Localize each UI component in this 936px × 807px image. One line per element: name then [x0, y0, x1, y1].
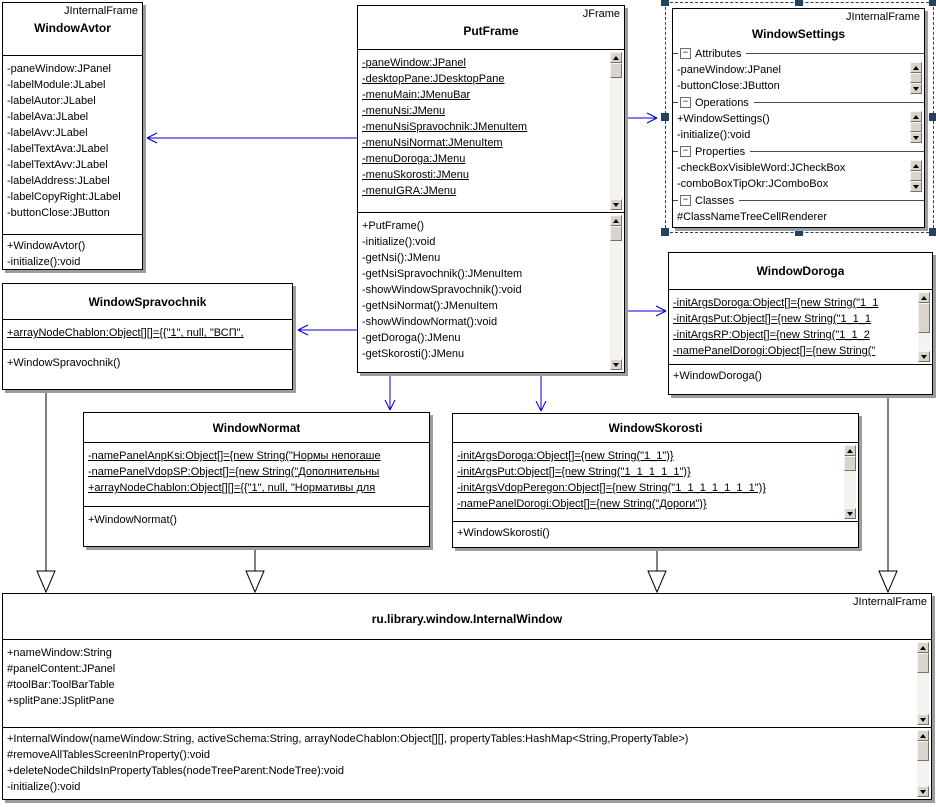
class-windownormat[interactable] — [83, 412, 430, 547]
methods-list — [84, 507, 429, 528]
stereotype-label: JInternalFrame — [64, 5, 138, 17]
scroll-up-button[interactable] — [910, 62, 922, 73]
scrollbar-thumb[interactable] — [917, 741, 929, 761]
scroll-down-button[interactable] — [910, 181, 922, 192]
scrollbar-track[interactable] — [917, 673, 929, 714]
generalization-windowdoroga-internalwindow[interactable] — [879, 396, 897, 592]
scroll-down-icon — [613, 363, 619, 367]
method-row[interactable]: +WindowAvtor() — [7, 240, 86, 252]
scrollbar-thumb[interactable] — [844, 456, 856, 471]
divider — [754, 102, 924, 103]
attribute-row[interactable]: #panelContent:JPanel — [7, 663, 116, 675]
methods-list — [669, 365, 932, 384]
scroll-up-icon — [913, 164, 919, 168]
attribute-row[interactable]: #toolBar:ToolBarTable — [7, 679, 115, 691]
methods-section — [3, 235, 142, 269]
attribute-row[interactable]: -namePanelVdopSP:Object[]={new String("Дополнительны — [88, 466, 380, 478]
attribute-row[interactable]: -initArgsPut:Object[]={new String("1_1_1 — [673, 313, 872, 325]
attributes-section — [84, 443, 429, 507]
attribute-row[interactable]: -namePanelAnpKsi:Object[]={new String("Нормы непогаше — [88, 450, 381, 462]
scroll-down-icon — [913, 136, 919, 140]
association-putframe-windowavtor[interactable] — [147, 133, 357, 143]
scrollbar[interactable] — [610, 52, 622, 210]
method-row[interactable]: -getNsi():JMenu — [362, 252, 441, 264]
method-row[interactable]: +deleteNodeChildsInPropertyTables(nodeTreeParent:NodeTree):void — [7, 765, 345, 777]
group-label: Classes — [695, 194, 735, 207]
collapse-icon[interactable]: − — [680, 48, 691, 59]
methods-list — [3, 235, 142, 269]
attribute-row[interactable]: +nameWindow:String — [7, 647, 112, 659]
scrollbar-thumb[interactable] — [910, 122, 922, 132]
attribute-row[interactable]: +splitPane:JSplitPane — [7, 695, 115, 707]
group-header — [673, 193, 924, 208]
selection-handle-middle-left[interactable] — [661, 113, 669, 121]
scrollbar-thumb[interactable] — [917, 653, 929, 673]
class-internalwindow[interactable] — [2, 593, 932, 800]
scroll-down-icon — [913, 185, 919, 189]
group-classes — [673, 192, 924, 226]
scroll-down-button[interactable] — [610, 199, 622, 210]
scroll-up-button[interactable] — [610, 215, 622, 226]
group-header — [673, 46, 924, 61]
attribute-row[interactable]: -initArgsVdopPeregon:Object[]={new String("1_1_1_1_1_1_1")} — [457, 482, 766, 494]
class-header — [453, 414, 858, 443]
method-row[interactable]: -initialize():void — [7, 256, 81, 268]
method-row[interactable]: +InternalWindow(nameWindow:String, activeSchema:String, arrayNodeChablon:Object[][], propertyTables:HashMap<String,PropertyTable>) — [7, 733, 689, 745]
class-name[interactable]: WindowDoroga — [756, 264, 845, 278]
method-row[interactable]: +WindowSkorosti() — [457, 527, 550, 539]
scrollbar-track[interactable] — [918, 333, 930, 351]
scroll-up-button[interactable] — [610, 52, 622, 63]
scroll-up-button[interactable] — [918, 292, 930, 303]
attributes-section — [669, 290, 932, 365]
group-label: Properties — [695, 145, 746, 158]
class-row[interactable]: #ClassNameTreeCellRenderer — [677, 211, 827, 223]
scrollbar[interactable] — [917, 730, 929, 797]
scroll-up-icon — [847, 449, 853, 453]
scrollbar-track[interactable] — [917, 761, 929, 786]
method-row[interactable]: +PutFrame() — [362, 220, 425, 232]
attribute-row[interactable]: -labelAvv:JLabel — [7, 127, 88, 139]
method-row[interactable]: -getNsiNormat():JMenuItem — [362, 300, 498, 312]
scrollbar[interactable] — [918, 292, 930, 362]
method-row[interactable]: -initialize():void — [362, 236, 436, 248]
group-label: Attributes — [695, 47, 742, 60]
class-windowdoroga[interactable] — [668, 252, 933, 395]
class-putframe[interactable] — [357, 5, 625, 373]
methods-section — [3, 728, 931, 799]
class-windowspravochnik[interactable] — [2, 283, 293, 390]
scroll-down-icon — [613, 203, 619, 207]
scroll-down-icon — [920, 718, 926, 722]
group-operations — [673, 94, 924, 143]
generalization-windownormat-internalwindow[interactable] — [246, 548, 264, 592]
attribute-row[interactable]: -namePanelDorogi:Object[]={new String("Дороги")} — [457, 498, 707, 510]
attributes-section — [3, 640, 931, 728]
methods-section — [84, 507, 429, 546]
scroll-up-icon — [920, 646, 926, 650]
scroll-down-button[interactable] — [917, 714, 929, 725]
method-row[interactable]: -initialize():void — [677, 129, 751, 141]
methods-section — [358, 213, 624, 372]
scroll-up-button[interactable] — [910, 111, 922, 122]
attributes-list — [673, 61, 924, 94]
properties-list — [673, 159, 924, 192]
selection-handle-top-center[interactable] — [795, 0, 803, 6]
scrollbar[interactable] — [844, 445, 856, 519]
class-header — [3, 594, 931, 640]
association-putframe-windowdoroga[interactable] — [625, 306, 666, 316]
class-header — [3, 3, 142, 56]
property-row[interactable]: -comboBoxTipOkr:JComboBox — [677, 178, 829, 190]
scroll-up-button[interactable] — [910, 160, 922, 171]
scroll-up-button[interactable] — [844, 445, 856, 456]
class-name[interactable]: WindowSkorosti — [608, 421, 703, 435]
class-name[interactable]: WindowAvtor — [34, 21, 111, 35]
attribute-row[interactable]: -labelAddress:JLabel — [7, 175, 110, 187]
group-header — [673, 144, 924, 159]
class-name[interactable]: WindowSpravochnik — [88, 294, 207, 309]
attributes-list — [3, 320, 292, 341]
selection-handle-bottom-left[interactable] — [661, 228, 669, 236]
methods-list — [358, 213, 624, 362]
scrollbar-track[interactable] — [844, 471, 856, 508]
scroll-up-icon — [921, 296, 927, 300]
class-name[interactable]: WindowNormat — [212, 420, 301, 435]
attribute-row[interactable]: -paneWindow:JPanel — [677, 64, 781, 76]
methods-section — [3, 350, 292, 389]
method-row[interactable]: -showWindowSpravochnik():void — [362, 284, 522, 296]
scroll-down-icon — [921, 355, 927, 359]
class-header — [84, 413, 429, 443]
attribute-row[interactable]: -initArgsPut:Object[]={new String("1_1_1_1_1")} — [457, 466, 691, 478]
group-label: Operations — [695, 96, 749, 109]
method-row[interactable]: -showWindowNormat():void — [362, 316, 498, 328]
divider — [739, 200, 924, 201]
attributes-list — [3, 56, 142, 221]
class-name[interactable]: WindowSettings — [751, 27, 846, 41]
attribute-row[interactable]: -menuIGRA:JMenu — [362, 185, 457, 197]
attributes-section — [453, 443, 858, 522]
class-name[interactable]: PutFrame — [463, 24, 519, 38]
stereotype-label: JInternalFrame — [853, 596, 927, 608]
selection-handle-top-right[interactable] — [929, 0, 936, 6]
scrollbar[interactable] — [610, 215, 622, 370]
method-row[interactable]: +WindowDoroga() — [673, 370, 762, 382]
class-windowavtor[interactable] — [2, 2, 143, 270]
attribute-row[interactable]: +arrayNodeChablon:Object[][]={{"1", null, "Нормативы для — [88, 482, 376, 494]
attribute-row[interactable]: -buttonClose:JButton — [677, 80, 780, 92]
scroll-up-icon — [920, 734, 926, 738]
scroll-down-button[interactable] — [917, 786, 929, 797]
attribute-row[interactable]: -menuNsiNormat:JMenuItem — [362, 137, 503, 149]
selection-handle-bottom-right[interactable] — [929, 228, 936, 236]
class-header — [673, 9, 924, 45]
divider — [750, 151, 924, 152]
attribute-row[interactable]: -initArgsDoroga:Object[]={new String("1_1")} — [457, 450, 674, 462]
attributes-section — [3, 320, 292, 350]
scroll-up-icon — [613, 219, 619, 223]
attribute-row[interactable]: -menuNsi:JMenu — [362, 105, 446, 117]
generalization-windowskorosti-internalwindow[interactable] — [648, 549, 666, 592]
attributes-list — [3, 640, 931, 709]
methods-section — [669, 365, 932, 394]
attribute-row[interactable]: -menuMain:JMenuBar — [362, 89, 471, 101]
generalization-windowspravochnik-internalwindow[interactable] — [37, 391, 55, 592]
attribute-row[interactable]: -paneWindow:JPanel — [362, 57, 466, 69]
attribute-row[interactable]: -desktopPane:JDesktopPane — [362, 73, 505, 85]
association-putframe-windowspravochnik[interactable] — [298, 325, 357, 335]
method-row[interactable]: #removeAllTablesScreenInProperty():void — [7, 749, 210, 761]
attributes-list — [453, 443, 858, 512]
method-row[interactable]: -getSkorosti():JMenu — [362, 348, 465, 360]
method-row[interactable]: +WindowSpravochnik() — [7, 357, 121, 369]
scrollbar[interactable] — [910, 111, 922, 145]
selection-handle-middle-right[interactable] — [929, 113, 936, 121]
collapse-icon[interactable]: − — [680, 146, 691, 157]
scroll-up-icon — [613, 56, 619, 60]
attribute-row[interactable]: -buttonClose:JButton — [7, 207, 110, 219]
scrollbar-thumb[interactable] — [610, 63, 622, 78]
scrollbar-thumb[interactable] — [918, 303, 930, 333]
methods-list — [3, 350, 292, 371]
divider — [673, 151, 678, 152]
scroll-down-button[interactable] — [844, 508, 856, 519]
class-header — [669, 253, 932, 290]
association-putframe-windowskorosti[interactable] — [536, 374, 546, 411]
attributes-section — [3, 56, 142, 235]
attributes-list — [358, 50, 624, 199]
method-row[interactable]: +WindowNormat() — [88, 514, 177, 526]
collapse-icon[interactable]: − — [680, 97, 691, 108]
scrollbar-track[interactable] — [610, 78, 622, 199]
scroll-down-icon — [920, 790, 926, 794]
scroll-up-button[interactable] — [917, 730, 929, 741]
collapse-icon[interactable]: − — [680, 195, 691, 206]
class-windowsettings[interactable] — [672, 8, 925, 228]
class-name[interactable]: ru.library.window.InternalWindow — [371, 612, 563, 626]
stereotype-label: JInternalFrame — [846, 11, 920, 23]
association-putframe-windownormat[interactable] — [385, 374, 395, 410]
scroll-up-button[interactable] — [917, 642, 929, 653]
method-row[interactable]: -initialize():void — [7, 781, 81, 793]
attributes-section — [358, 50, 624, 213]
method-row[interactable]: +WindowSettings() — [677, 113, 770, 125]
scrollbar[interactable] — [910, 62, 922, 96]
attribute-row[interactable]: -paneWindow:JPanel — [7, 63, 111, 75]
selection-handle-top-left[interactable] — [661, 0, 669, 6]
operations-list — [673, 110, 924, 143]
property-row[interactable]: -checkBoxVisibleWord:JCheckBox — [677, 162, 846, 174]
attribute-row[interactable]: -namePanelDorogi:Object[]={new String(" — [673, 345, 876, 357]
divider — [673, 102, 678, 103]
scrollbar-thumb[interactable] — [910, 73, 922, 83]
scroll-up-icon — [913, 66, 919, 70]
scrollbar-thumb[interactable] — [910, 171, 922, 181]
scroll-down-icon — [913, 87, 919, 91]
method-row[interactable]: -getDoroga():JMenu — [362, 332, 461, 344]
attribute-row[interactable]: -labelAutor:JLabel — [7, 95, 96, 107]
attributes-list — [669, 290, 932, 359]
methods-list — [453, 522, 858, 541]
scrollbar[interactable] — [917, 642, 929, 725]
methods-list — [3, 728, 931, 795]
attribute-row[interactable]: -labelCopyRight:JLabel — [7, 191, 121, 203]
scroll-down-icon — [847, 512, 853, 516]
attribute-row[interactable]: -labelModule:JLabel — [7, 79, 106, 91]
class-header — [358, 6, 624, 50]
attribute-row[interactable]: -initArgsDoroga:Object[]={new String("1_1 — [673, 297, 879, 309]
attribute-row[interactable]: -menuDoroga:JMenu — [362, 153, 466, 165]
divider — [673, 200, 678, 201]
divider — [673, 53, 678, 54]
stereotype-label: JFrame — [582, 8, 620, 20]
group-attributes — [673, 45, 924, 94]
scrollbar[interactable] — [910, 160, 922, 194]
association-putframe-windowsettings[interactable] — [625, 113, 657, 123]
attribute-row[interactable]: -menuNsiSpravochnik:JMenuItem — [362, 121, 528, 133]
attribute-row[interactable]: -labelAva:JLabel — [7, 111, 89, 123]
selection-handle-bottom-center[interactable] — [795, 228, 803, 236]
attribute-row[interactable]: -labelTextAvv:JLabel — [7, 159, 108, 171]
scroll-down-button[interactable] — [918, 351, 930, 362]
class-header — [3, 284, 292, 320]
attribute-row[interactable]: -initArgsRP:Object[]={new String("1_1_2 — [673, 329, 870, 341]
classes-list — [673, 208, 924, 225]
group-header — [673, 95, 924, 110]
scroll-down-button[interactable] — [910, 83, 922, 94]
method-row[interactable]: -getNsiSpravochnik():JMenuItem — [362, 268, 523, 280]
class-windowskorosti[interactable] — [452, 413, 859, 548]
divider — [746, 53, 924, 54]
methods-section — [453, 522, 858, 547]
scroll-down-button[interactable] — [910, 132, 922, 143]
attribute-row[interactable]: -labelTextAva:JLabel — [7, 143, 109, 155]
attribute-row[interactable]: +arrayNodeChablon:Object[][]={{"1", null, "ВСП", — [7, 327, 244, 339]
group-properties — [673, 143, 924, 192]
scroll-up-icon — [913, 115, 919, 119]
scroll-down-button[interactable] — [610, 359, 622, 370]
attribute-row[interactable]: -menuSkorosti:JMenu — [362, 169, 469, 181]
attributes-list — [84, 443, 429, 496]
scrollbar-track[interactable] — [610, 241, 622, 359]
scrollbar-thumb[interactable] — [610, 226, 622, 241]
